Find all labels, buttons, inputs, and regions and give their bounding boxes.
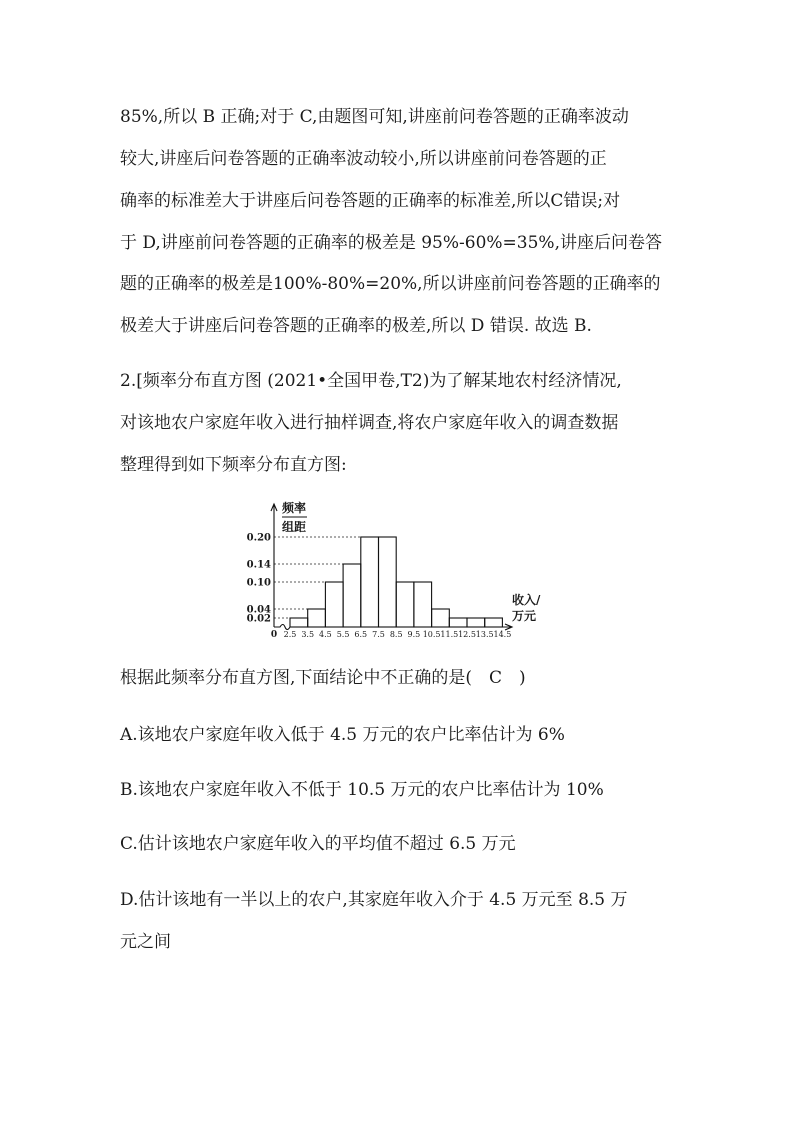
solution-line: 85%,所以 B 正确;对于 C,由题图可知,讲座前问卷答题的正确率波动 — [120, 107, 629, 127]
x-tick-label: 4.5 — [319, 630, 332, 639]
histogram-bar — [396, 582, 414, 627]
x-tick-label: 7.5 — [372, 630, 385, 639]
x-tick-label: 8.5 — [389, 630, 403, 639]
solution-line: 较大,讲座后问卷答题的正确率波动较小,所以讲座前问卷答题的正 — [120, 149, 607, 169]
histogram-bar — [449, 618, 467, 627]
question-text: 根据此频率分布直方图,下面结论中不正确的是( C ) — [120, 668, 526, 688]
solution-line: 于 D,讲座前问卷答题的正确率的极差是 95%-60%=35%,讲座后问卷答 — [120, 233, 662, 253]
y-tick-label: 0.02 — [246, 613, 271, 625]
histogram-bar — [343, 564, 361, 627]
y-tick-label: 0.14 — [246, 559, 271, 571]
option-b: B.该地农户家庭年收入不低于 10.5 万元的农户比率估计为 10% — [120, 780, 604, 800]
histogram-bar — [325, 582, 343, 627]
x-tick-label: 12.5 — [458, 630, 476, 639]
histogram-bar — [414, 582, 432, 627]
option-c: C.估计该地农户家庭年收入的平均值不超过 6.5 万元 — [120, 834, 516, 854]
histogram-bar — [379, 537, 397, 627]
x-tick-label: 11.5 — [440, 630, 459, 639]
x-tick-label: 9.5 — [407, 630, 421, 639]
origin-label: 0 — [270, 630, 278, 640]
y-axis-label: 频率 — [282, 501, 307, 515]
option-d-continued: 元之间 — [120, 932, 171, 952]
x-tick-label: 2.5 — [283, 630, 297, 639]
y-tick-label: 0.10 — [246, 577, 271, 589]
x-axis-label: 万元 — [512, 609, 537, 623]
solution-line: 极差大于讲座后问卷答题的正确率的极差,所以 D 错误. 故选 B. — [120, 316, 592, 336]
solution-line: 确率的标准差大于讲座后问卷答题的正确率的标准差,所以C错误;对 — [120, 191, 621, 211]
x-tick-label: 10.5 — [422, 630, 441, 639]
x-axis — [274, 625, 512, 630]
y-tick-label: 0.20 — [246, 532, 271, 544]
x-axis-label: 收入/ — [512, 593, 541, 607]
option-a: A.该地农户家庭年收入低于 4.5 万元的农户比率估计为 6% — [120, 725, 565, 745]
x-tick-label: 14.5 — [493, 630, 512, 639]
x-tick-label: 5.5 — [336, 630, 350, 639]
histogram-bar — [467, 618, 485, 627]
y-tick-label: 0.04 — [246, 604, 271, 616]
problem-stem-line: 整理得到如下频率分布直方图: — [120, 455, 347, 475]
problem-stem-line: 2.[频率分布直方图 (2021•全国甲卷,T2)为了解某地农村经济情况, — [120, 371, 622, 391]
histogram-bar — [361, 537, 379, 627]
option-d: D.估计该地有一半以上的农户,其家庭年收入介于 4.5 万元至 8.5 万 — [120, 890, 628, 910]
histogram-bar — [308, 609, 326, 627]
histogram-bar — [290, 618, 308, 627]
y-axis-label: 组距 — [282, 520, 307, 534]
x-tick-label: 3.5 — [301, 630, 315, 639]
histogram-bar — [432, 609, 450, 627]
solution-line: 题的正确率的极差是100%-80%=20%,所以讲座前问卷答题的正确率的 — [120, 274, 661, 294]
histogram-bar — [485, 618, 503, 627]
problem-stem-line: 对该地农户家庭年收入进行抽样调查,将农户家庭年收入的调查数据 — [120, 413, 619, 433]
x-tick-label: 6.5 — [354, 630, 368, 639]
x-tick-label: 13.5 — [475, 630, 494, 639]
